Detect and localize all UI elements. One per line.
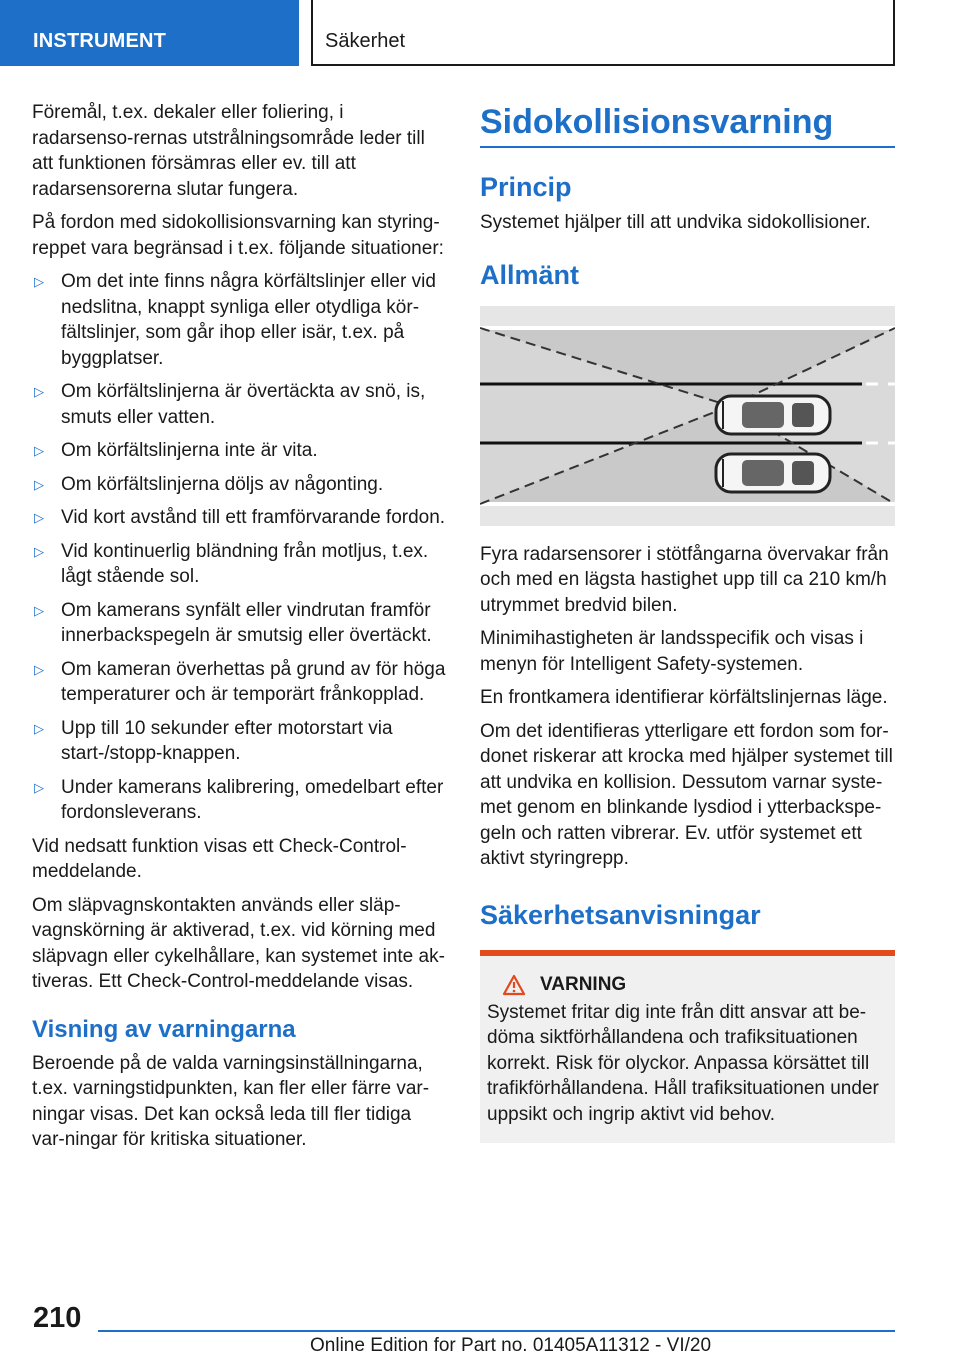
intro-paragraph: Föremål, t.ex. dekaler eller foliering, i radarsenso-rernas utstrålningsområde leder till att funktionen försämras eller ev. till att radarsensorerna slutar fungera. [32,102,425,200]
list-item: ▷ Om kamerans synfält eller vindrutan framför innerbackspegeln är smutsig eller övertäckt. [34,599,432,646]
body-paragraph: Vid nedsatt funktion visas ett Check-Control-meddelande. [32,835,407,882]
principle-paragraph: Systemet hjälper till att undvika sidokollisioner. [480,212,871,233]
list-item: ▷ Vid kort avstånd till ett framförvarande fordon. [32,505,446,531]
triangle-bullet-icon: ▷ [34,384,44,399]
principle-heading: Princip [480,172,572,202]
list-item: ▷ Upp till 10 sekunder efter motorstart via start-/stopp-knappen. [34,717,393,764]
car-icon [716,396,830,434]
triangle-bullet-icon: ▷ [34,779,44,795]
warning-triangle-icon [502,974,526,996]
triangle-bullet-icon: ▷ [34,274,44,289]
list-item: ▷ Under kamerans kalibrering, omedelbart efter fordonsleverans. [34,776,444,823]
header-section-label: INSTRUMENT [33,30,167,52]
left-column [32,100,446,1161]
general-paragraph: En frontkamera identifierar körfältslinjernas läge. [480,687,888,708]
list-item: ▷ Om körfältslinjerna inte är vita. [32,438,446,464]
road-diagram [480,306,895,526]
warning-box [480,950,895,1144]
general-paragraph: Minimihastigheten är landsspecifik och visas i menyn för Intelligent Safety-systemen. [480,628,864,675]
intro-paragraph: På fordon med sidokollisionsvarning kan styring-reppet vara begränsad i t.ex. följande situationer: [32,212,444,259]
body-paragraph: Om släpvagnskontakten används eller släp-vagnskörning är aktiverad, t.ex. vid körning med släpvagn eller cykelhållare, kan systemet inte ak-tiveras. Ett Check-Control-meddelande visas. [32,894,445,992]
list-item: ▷ Om det inte finns några körfältslinjer eller vid nedslitna, knappt synliga eller otydliga kör-fältslinjer, som går ihop eller isär, t.ex. på byggplatser. [34,271,436,369]
warning-label: VARNING [540,973,627,995]
subsection-paragraph: Beroende på de valda varningsinställningarna, t.ex. varningstidpunkten, kan fler eller färre var-ningar visas. Det kan också leda till fler tidiga var-ningar för kritiska situationer. [32,1052,430,1150]
footer-divider [98,1330,895,1332]
triangle-bullet-icon: ▷ [34,443,44,458]
section-title: Sidokollisionsvarning [480,100,895,148]
triangle-bullet-icon: ▷ [34,543,44,559]
triangle-bullet-icon: ▷ [34,476,44,492]
general-paragraph: Fyra radarsensorer i stötfångarna övervakar från och med en lägsta hastighet upp till ca 210 km/h utrymmet bredvid bilen. [480,543,889,616]
safety-heading: Säkerhetsanvisningar [480,899,761,930]
list-item: ▷ Vid kontinuerlig bländning från motljus, t.ex. lågt stående sol. [34,540,429,587]
general-paragraph: Om det identifieras ytterligare ett fordon som for-donet riskerar att krocka med hjälper systemet till att undvika en kollision. Dessutom varnar syste-met genom en blinkande lysdiod i ytterbackspe-geln och ratten vibrerar. Ev. utför systemet ett aktivt styringrepp. [480,720,893,869]
header-chapter-tab [311,0,895,66]
list-item: ▷ Om körfältslinjerna döljs av någonting. [32,472,446,498]
list-item: ▷ Om kameran överhettas på grund av för höga temperaturer och är temporärt frånkopplad. [34,658,446,705]
side-collision-illustration [480,306,895,526]
header-chapter-label: Säkerhet [325,30,406,52]
triangle-bullet-icon: ▷ [34,510,44,525]
page-number: 210 [33,1302,82,1334]
limitation-list [32,269,446,826]
warning-text: Systemet fritar dig inte från ditt ansvar att be-döma siktförhållandena och trafiksituationen korrekt. Risk för olyckor. Anpassa körsättet till trafikförhållandena. Håll trafiksituationen under uppsikt och ingrip aktivt vid behov. [487,1001,879,1125]
triangle-bullet-icon: ▷ [34,720,44,736]
car-icon [716,454,830,492]
subsection-title: Visning av varningarna [32,1015,296,1043]
header-section-tab [0,0,299,66]
triangle-bullet-icon: ▷ [34,661,44,677]
right-column [480,100,895,1143]
list-item: ▷ Om körfältslinjerna är övertäckta av snö, is, smuts eller vatten. [34,381,426,428]
general-heading: Allmänt [480,259,580,290]
triangle-bullet-icon: ▷ [34,602,44,618]
edition-text: Online Edition for Part no. 01405A11312 - VI/20 [310,1335,712,1356]
warning-header [487,974,887,996]
